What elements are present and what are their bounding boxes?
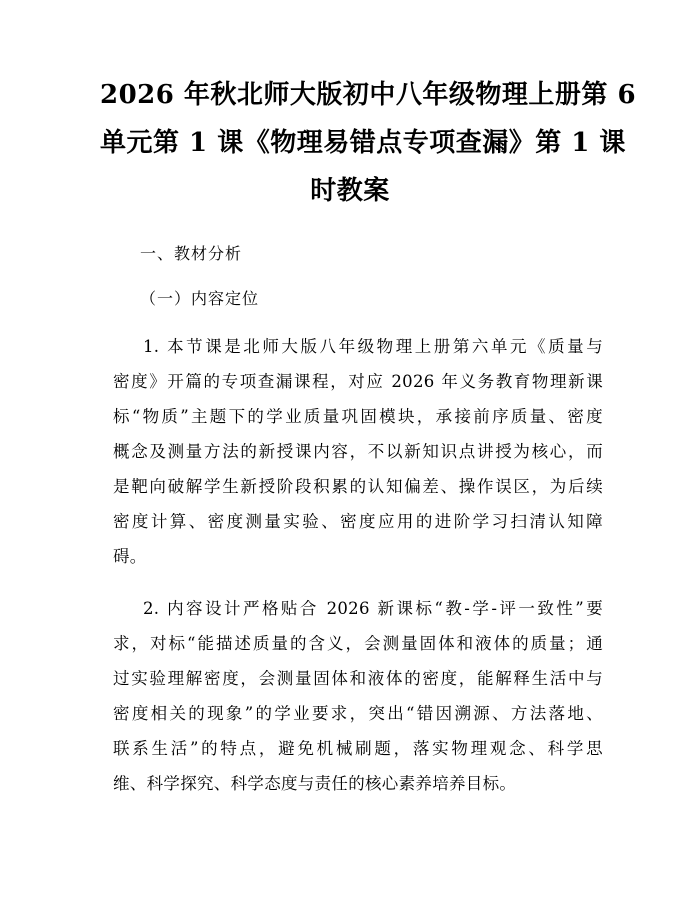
subsection-heading: （一）内容定位 <box>140 289 260 308</box>
paragraph2-line: 过实验理解密度，会测量固体和液体的密度，能解释生活中与 <box>113 669 603 688</box>
paragraph1-line: 密度》开篇的专项查漏课程，对应 2026 年义务教育物理新课 <box>113 372 603 391</box>
paragraph1-line: 标“物质”主题下的学业质量巩固模块，承接前序质量、密度 <box>113 407 603 426</box>
paragraph1-line: 密度计算、密度测量实验、密度应用的进阶学习扫清认知障 <box>113 512 603 531</box>
paragraph2-line: 密度相关的现象”的学业要求，突出“错因溯源、方法落地、 <box>113 704 603 723</box>
paragraph1-line: 是靶向破解学生新授阶段积累的认知偏差、操作误区，为后续 <box>113 477 603 496</box>
title-line-1: 2026 年秋北师大版初中八年级物理上册第 6 <box>100 80 637 110</box>
paragraph2-line: 联系生活”的特点，避免机械刷题，落实物理观念、科学思 <box>113 739 603 758</box>
paragraph2-line: 求，对标“能描述质量的含义，会测量固体和液体的质量；通 <box>113 634 603 653</box>
title-line-2: 单元第 1 课《物理易错点专项查漏》第 1 课 <box>100 128 626 158</box>
title-line-3: 时教案 <box>310 176 390 206</box>
section-heading: 一、教材分析 <box>140 244 243 263</box>
paragraph1-line: 碍。 <box>113 547 147 566</box>
paragraph1-line: 1. 本节课是北师大版八年级物理上册第六单元《质量与 <box>143 337 603 356</box>
paragraph1-line: 概念及测量方法的新授课内容，不以新知识点讲授为核心，而 <box>113 442 603 461</box>
paragraph2-line: 2. 内容设计严格贴合 2026 新课标“教-学-评一致性”要 <box>143 599 603 618</box>
paragraph2-line: 维、科学探究、科学态度与责任的核心素养培养目标。 <box>113 774 517 793</box>
